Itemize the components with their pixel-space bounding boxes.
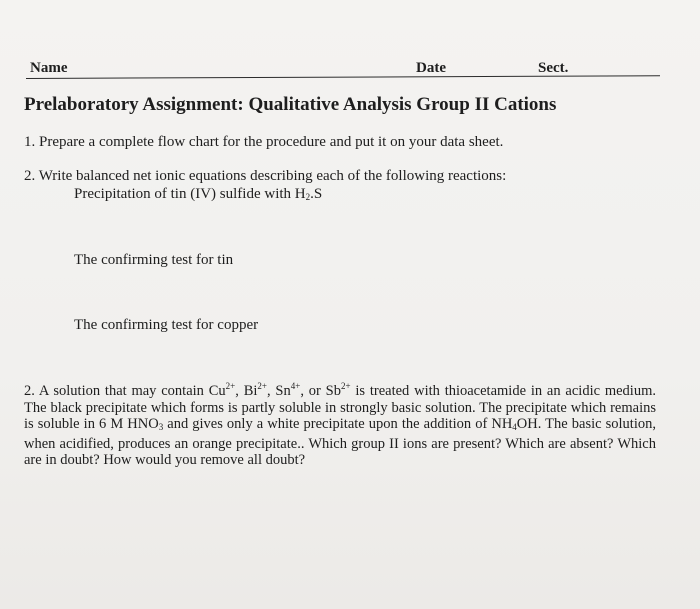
precip-end: .S	[310, 186, 323, 202]
question-2-tin-test: The confirming test for tin	[74, 252, 234, 268]
problem-sup-4: 2+	[340, 381, 351, 391]
problem-text-5: is treated with thioacetamide in an acidic medium. The black precipitate which forms is partly soluble in strongly basic solution. The precipitate which remains is soluble in 6 M HNO	[24, 383, 656, 432]
question-2-precipitation	[74, 186, 322, 203]
date-label: Date	[416, 60, 446, 76]
question-1: 1. Prepare a complete flow chart for the procedure and put it on your data sheet.	[24, 134, 504, 150]
sect-label: Sect.	[538, 60, 569, 76]
problem-text-4: , or Sb	[300, 383, 341, 399]
question-2-copper-test: The confirming test for copper	[74, 317, 259, 333]
question-2: 2. Write balanced net ionic equations describing each of the following reactions:	[24, 168, 507, 184]
page-title: Prelaboratory Assignment: Qualitative Analysis Group II Cations	[24, 94, 557, 115]
precip-subscript: 2	[305, 192, 311, 202]
precip-text: Precipitation of tin (IV) sulfide with H	[74, 186, 306, 202]
name-label: Name	[30, 60, 68, 76]
problem-sup-1: 2+	[225, 381, 236, 391]
problem-sup-3: 4+	[290, 381, 301, 391]
problem-sup-2: 2+	[257, 381, 267, 391]
problem-text-6: and gives only a white precipitate upon the addition of NH	[163, 416, 513, 432]
problem-sub-6: 4	[512, 422, 517, 432]
problem-paragraph	[24, 378, 656, 469]
problem-text-3: , Sn	[266, 383, 291, 399]
problem-text-7: OH. The basic solution, when acidified, produces an orange precipitate.. Which group II ions are present? Which are absent? Which are in doubt? How would you remove all doubt?	[24, 416, 656, 468]
problem-text-1: 2. A solution that may contain Cu	[24, 383, 226, 399]
problem-text-2: , Bi	[235, 383, 258, 399]
problem-sub-5: 3	[158, 422, 164, 432]
header-row	[26, 60, 666, 82]
